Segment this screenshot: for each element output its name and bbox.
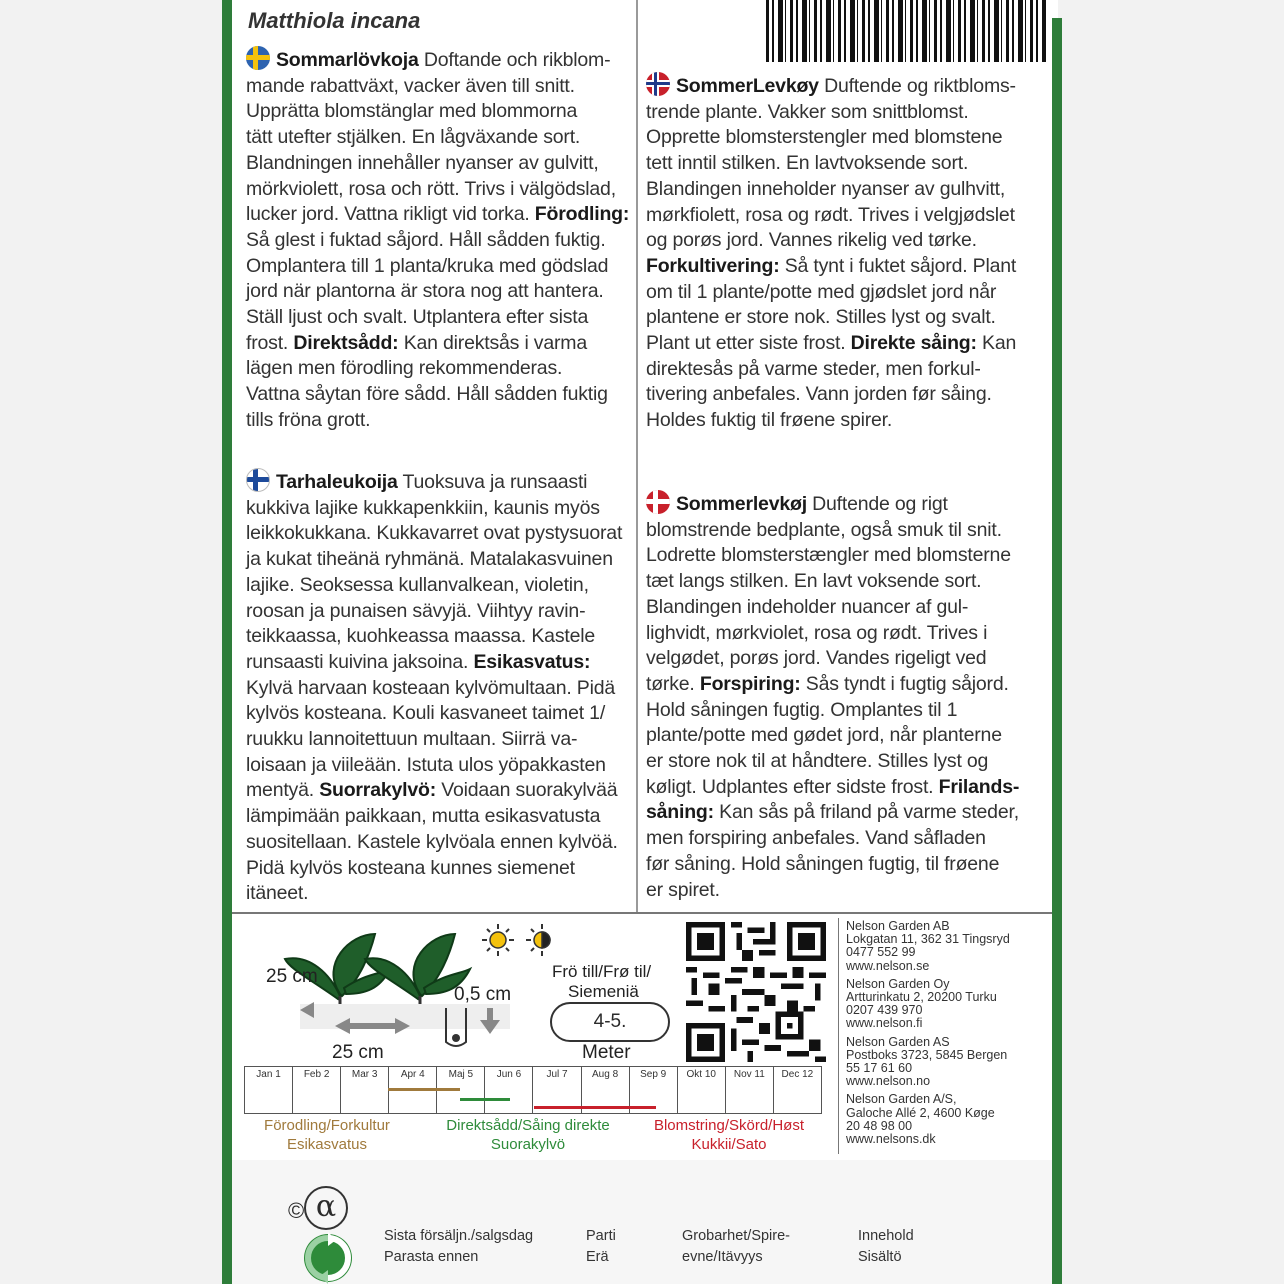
sv-line: Doftande och rikblom- (423, 49, 611, 71)
fi-line: Tuoksuva ja runsaasti (402, 471, 588, 493)
fi-line: runsaasti kuivina jaksoina. (246, 650, 469, 673)
no-line: Blandingen inneholder nyanser av gulhvitt, (646, 177, 1006, 200)
sv-line: lucker jord. Vattna rikligt vid torka. (246, 203, 530, 226)
fi-line: ja kukat tiheänä ryhmänä. Matalakasvuinen (246, 548, 613, 571)
no-keyword-direkte-saing: Direkte såing: (850, 332, 977, 355)
fi-line: kylvös kosteana. Kouli kasvaneet taimet 1/ (246, 702, 606, 725)
green-border-left (222, 0, 232, 1284)
calendar-month: Dec 12 (781, 1069, 814, 1080)
swedish-description (246, 46, 638, 434)
batch-line: Parti (586, 1228, 616, 1244)
calendar-month: Jul 7 (533, 1067, 581, 1113)
legend-bloom (636, 1116, 822, 1154)
no-line: og porøs jord. Vannes rikelig ved tørke. (646, 229, 977, 252)
fi-line: kukkiva lajike kukkapenkkiin, kaunis myös (246, 496, 600, 519)
seed-unit-label: Meter (582, 1042, 631, 1063)
no-line: Duftende og riktbloms- (824, 75, 1016, 97)
company-name: Nelson Garden Oy (846, 976, 950, 991)
alpha-logo: α (304, 1186, 348, 1230)
sv-keyword-direktsadd: Direktsådd: (293, 331, 399, 354)
calendar-month: Apr 4 (389, 1067, 437, 1113)
dk-line: Blandingen indeholder nuancer af gul- (646, 595, 969, 618)
fi-line: Kylvä harvaan kosteaan kylvömultaan. Pidä (246, 676, 616, 699)
company-web-link[interactable]: www.nelsons.dk (846, 1132, 936, 1147)
sv-line: Kan direktsås i varma (403, 331, 587, 354)
sell-by-label (384, 1226, 533, 1268)
calendar-month: Sep 9 (630, 1067, 678, 1113)
company-street: Galoche Allé 2, 4600 Køge (846, 1105, 995, 1120)
calendar-month: Maj 5 (437, 1067, 485, 1113)
no-line: tett inntil stilken. En lavtvoksende sort. (646, 152, 969, 175)
sv-keyword-forodling: Förodling: (534, 203, 630, 226)
sv-line: lägen men förodling rekommenderas. (246, 357, 563, 380)
dk-line: før såning. Hold såningen fugtig, til frøene (646, 852, 1000, 875)
fi-keyword-esikasvatus: Esikasvatus: (473, 650, 591, 673)
dk-line: køligt. Udplantes efter sidste frost. (646, 775, 934, 798)
no-line: Holdes fuktig til frøene spirer. (646, 409, 893, 432)
green-dot-recycling-icon (302, 1232, 354, 1284)
sowing-calendar (244, 1066, 822, 1114)
norwegian-description (646, 72, 1046, 434)
dk-line: men forspiring anbefales. Vand såfladen (646, 827, 986, 850)
fi-line: lajike. Seoksessa kullanvalkean, violetin, (246, 573, 589, 596)
calendar-month: Nov 11 (726, 1067, 774, 1113)
no-line: Plant ut etter siste frost. (646, 332, 846, 355)
address-block (846, 920, 1046, 1146)
calendar-month: Okt 10 (678, 1067, 726, 1113)
denmark-flag-icon (646, 490, 670, 514)
no-line: tivering anbefales. Vann jorden før såing. (646, 383, 992, 406)
no-title: SommerLevkøy (676, 75, 819, 97)
address-se (846, 920, 1046, 973)
legend-text: Esikasvatus (286, 1136, 368, 1153)
company-phone: 55 17 61 60 (846, 1061, 913, 1076)
calendar-bar-indoor-sowing (388, 1088, 460, 1091)
sv-line: Omplantera till 1 planta/kruka med gödslad (246, 254, 609, 277)
full-sun-icon (482, 924, 514, 956)
fi-line: mentyä. (246, 779, 314, 802)
dk-title: Sommerlevkøj (676, 493, 807, 515)
latin-name: Matthiola incana (248, 8, 421, 33)
fi-line: itäneet. (246, 882, 309, 905)
legend-direct-sowing (430, 1116, 626, 1154)
company-phone: 0207 439 970 (846, 1003, 923, 1018)
sv-line: Blandningen innehåller nyanser av gulvitt, (246, 151, 599, 174)
dk-line: blomstrende bedplante, også smuk til snit. (646, 518, 1002, 541)
calendar-month: Feb 2 (293, 1067, 341, 1113)
dk-line: er spiret. (646, 878, 720, 901)
finnish-description (246, 468, 638, 907)
germination-line: evne/Itävyys (682, 1249, 763, 1265)
fi-title: Tarhaleukoija (276, 471, 398, 493)
norway-flag-icon (646, 72, 670, 96)
no-line: Så tynt i fuktet såjord. Plant (784, 254, 1017, 277)
dk-line: Sås tyndt i fugtig såjord. (805, 672, 1009, 695)
spacing-width-label: 25 cm (332, 1042, 384, 1063)
dk-line: er store nok til at håndtere. Stilles lyst og (646, 750, 989, 773)
batch-label (586, 1226, 616, 1268)
dk-keyword-forspiring: Forspiring: (699, 672, 801, 695)
dk-line: tørke. (646, 672, 695, 695)
sv-line: tätt utefter stjälken. En lågväxande sort. (246, 126, 581, 149)
no-keyword-forkultivering: Forkultivering: (646, 254, 780, 277)
green-border-right (1052, 18, 1062, 1284)
calendar-month: Aug 8 (582, 1067, 630, 1113)
legend-text: Blomstring/Skörd/Høst (653, 1117, 805, 1134)
company-street: Lokgatan 11, 362 31 Tingsryd (846, 932, 1010, 947)
sv-line: jord när plantorna är stora nog att hantera. (246, 280, 604, 303)
fi-line: suositellaan. Kastele kylvöala ennen kylvöä. (246, 830, 618, 853)
company-web-link[interactable]: www.nelson.no (846, 1074, 931, 1089)
company-web-link[interactable]: www.nelson.se (846, 958, 930, 973)
sweden-flag-icon (246, 46, 270, 70)
calendar-month: Mar 3 (341, 1067, 389, 1113)
sowing-depth-label: 0,5 cm (454, 984, 512, 1005)
address-dk (846, 1093, 1046, 1146)
sv-line: Så glest i fuktad såjord. Håll sådden fuktig. (246, 228, 606, 251)
qr-code (686, 922, 826, 1062)
legend-text: Kukkii/Sato (691, 1136, 767, 1153)
no-line: Kan (982, 332, 1017, 355)
dk-line: plante/potte med gødet jord, når planterne (646, 724, 1002, 747)
sv-line: Upprätta blomstänglar med blommorna (246, 100, 578, 123)
section-divider (232, 912, 1052, 914)
no-line: om til 1 plante/potte med gjødslet jord når (646, 280, 997, 303)
company-web-link[interactable]: www.nelson.fi (846, 1016, 923, 1031)
sv-line: mande rabattväxt, vacker även till snitt. (246, 74, 575, 97)
germination-line: Grobarhet/Spire- (682, 1228, 790, 1244)
sell-by-line: Parasta ennen (384, 1249, 479, 1265)
sv-line: mörkviolett, rosa och rött. Trivs i välgödslad, (246, 177, 616, 200)
barcode (766, 0, 1046, 62)
dk-line: Kan sås på friland på varme steder, (719, 801, 1019, 824)
dk-keyword-frilands: Frilands- (938, 775, 1020, 798)
half-shade-icon (526, 924, 550, 956)
company-name: Nelson Garden AS (846, 1034, 950, 1049)
legend-text: Förodling/Forkultur (264, 1117, 390, 1134)
company-street: Artturinkatu 2, 20200 Turku (846, 990, 997, 1005)
company-name: Nelson Garden A/S, (846, 1092, 957, 1107)
no-line: direktesås på varme steder, men forkul- (646, 357, 981, 380)
dk-line: Hold såningen fugtig. Omplantes til 1 (646, 698, 958, 721)
germination-label (682, 1226, 790, 1268)
dk-line: Duftende og rigt (812, 493, 948, 515)
sv-line: frost. (246, 331, 289, 354)
sun-icons (480, 922, 560, 958)
no-line: mørkfiolett, rosa og rødt. Trives i velgjødslet (646, 203, 1015, 226)
dk-line: tæt langs stilken. En lavt voksende sort. (646, 570, 982, 593)
copyright-symbol: © (288, 1198, 305, 1223)
company-phone: 20 48 98 00 (846, 1118, 913, 1133)
fi-line: Voidaan suorakylvää (441, 779, 618, 802)
dk-line: lighvidt, mørkviolet, rosa og rødt. Trives i (646, 621, 988, 644)
sv-title: Sommarlövkoja (276, 49, 419, 71)
finland-flag-icon (246, 468, 270, 492)
danish-description (646, 490, 1046, 903)
no-line: trende plante. Vakker som snittblomst. (646, 100, 969, 123)
seed-quantity-badge: 4-5. (550, 1002, 670, 1042)
company-street: Postboks 3723, 5845 Bergen (846, 1047, 1008, 1062)
company-name: Nelson Garden AB (846, 919, 950, 933)
sv-line: Vattna såytan före sådd. Håll sådden fuktig (246, 383, 608, 406)
content-label (858, 1226, 914, 1268)
calendar-bar-bloom (534, 1106, 656, 1109)
spacing-height-label: 25 cm (266, 966, 318, 987)
legend-text: Direktsådd/Såing direkte (446, 1117, 610, 1134)
fi-line: Pidä kylvös kosteana kunnes siemenet (246, 856, 575, 879)
dk-line: Lodrette blomsterstængler med blomsterne (646, 544, 1011, 567)
fi-line: leikkokukkana. Kukkavarret ovat pystysuorat (246, 522, 623, 545)
address-fi (846, 978, 1046, 1031)
no-line: plantene er store nok. Stilles lyst og svalt. (646, 306, 996, 329)
sv-line: tills fröna grott. (246, 408, 371, 431)
calendar-month: Jun 6 (485, 1067, 533, 1113)
fi-keyword-suorakylvo: Suorrakylvö: (319, 779, 436, 802)
bottom-info-zone (232, 1160, 1052, 1284)
sell-by-line: Sista försäljn./salgsdag (384, 1228, 534, 1244)
no-line: Opprette blomsterstengler med blomstene (646, 126, 1003, 149)
calendar-bar-direct-sowing (460, 1098, 510, 1101)
sv-line: Ställ ljust och svalt. Utplantera efter sista (246, 306, 589, 329)
fi-line: ruukku lannoitettuun multaan. Siirrä va- (246, 728, 578, 751)
content-line: Innehold (858, 1228, 914, 1244)
batch-line: Erä (586, 1249, 609, 1265)
fi-line: roosan ja punaisen sävyjä. Viihtyy ravin- (246, 599, 586, 622)
address-divider (838, 918, 839, 1154)
fi-line: loisaan ja viileään. Istuta ulos yöpakkasten (246, 753, 606, 776)
legend-text: Suorakylvö (490, 1136, 566, 1153)
address-no (846, 1036, 1046, 1089)
calendar-month: Jan 1 (245, 1067, 293, 1113)
dk-line: velgødet, porøs jord. Vandes rigeligt ved (646, 647, 987, 670)
company-phone: 0477 552 99 (846, 945, 916, 960)
content-line: Sisältö (858, 1249, 902, 1265)
dk-keyword-saning: såning: (646, 801, 714, 824)
fi-line: teikkaassa, kuohkeassa maassa. Kastele (246, 625, 596, 648)
legend-indoor-sowing (252, 1116, 402, 1154)
seed-label-line2: Siemeniä (568, 982, 639, 1001)
seed-label-line1: Frö till/Frø til/ (552, 962, 652, 981)
fi-line: lämpimään paikkaan, mutta esikasvatusta (246, 805, 601, 828)
